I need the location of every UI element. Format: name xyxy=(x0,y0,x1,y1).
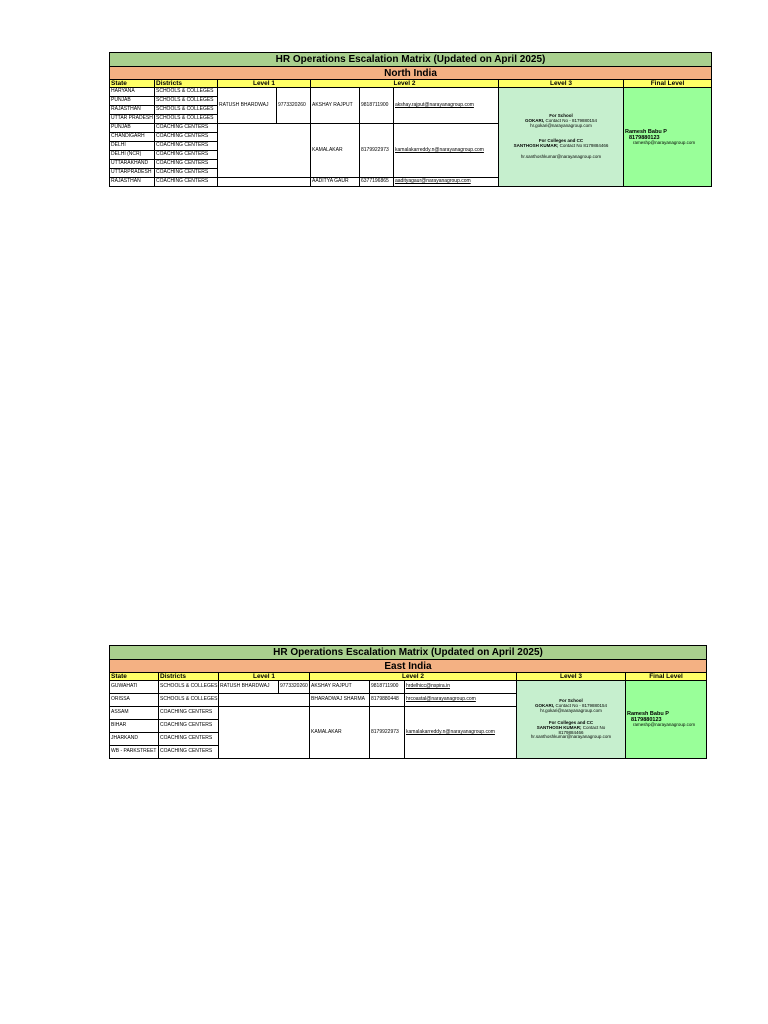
level3-contacts xyxy=(517,681,626,759)
level2-email-link[interactable]: akshay.rajput@narayanagroup.com xyxy=(394,88,499,124)
header-final-level: Final Level xyxy=(626,673,707,681)
state-cell: UTTAR PRADESH xyxy=(110,115,155,124)
table-title: HR Operations Escalation Matrix (Updated on April 2025) xyxy=(110,53,712,67)
level3-college-contact: Contact No xyxy=(582,724,606,730)
level3-school-email[interactable]: hr.gokari@narayanagroup.com xyxy=(530,123,592,129)
level3-college-label: For Colleges and CC xyxy=(548,719,594,725)
region-title: North India xyxy=(110,67,712,80)
state-cell: ORISSA xyxy=(110,694,159,707)
state-cell: ASSAM xyxy=(110,707,159,720)
level3-school-contact: Contact No - 8179880154 xyxy=(555,702,608,708)
table-title: HR Operations Escalation Matrix (Updated on April 2025) xyxy=(110,646,707,660)
header-level-2: Level 2 xyxy=(310,673,517,681)
level2-name: AKSHAY RAJPUT xyxy=(310,681,370,694)
level3-contacts xyxy=(499,88,624,187)
header-level-3: Level 3 xyxy=(517,673,626,681)
header-level-1: Level 1 xyxy=(218,80,311,88)
state-cell: CHANDIGARH xyxy=(110,133,155,142)
state-cell: BIHAR xyxy=(110,720,159,733)
district-cell: COACHING CENTERS xyxy=(155,169,218,178)
level2-name: KAMALAKAR xyxy=(310,707,370,759)
level2-name: AKSHAY RAJPUT xyxy=(311,88,360,124)
level2-phone: 9818711900 xyxy=(370,681,405,694)
level1-empty-cell xyxy=(218,124,311,178)
level2-email-link[interactable]: kamalakarreddy.n@narayanagroup.com xyxy=(405,707,517,759)
level3-school-label: For School xyxy=(559,697,583,703)
state-cell: WB - PARKSTREET xyxy=(110,746,159,759)
east-escalation-table xyxy=(109,645,707,759)
final-name: Ramesh Babu P xyxy=(625,128,667,135)
district-cell: COACHING CENTERS xyxy=(155,142,218,151)
level3-college-label: For Colleges and CC xyxy=(538,138,584,144)
state-cell: JHARKAND xyxy=(110,733,159,746)
level3-college-phone: 8179884466 xyxy=(558,729,584,735)
district-cell: COACHING CENTERS xyxy=(155,151,218,160)
district-cell: SCHOOLS & COLLEGES xyxy=(155,88,218,97)
header-level-3: Level 3 xyxy=(499,80,624,88)
level1-phone: 9773320260 xyxy=(279,681,310,694)
district-cell: SCHOOLS & COLLEGES xyxy=(155,115,218,124)
district-cell: COACHING CENTERS xyxy=(159,707,219,720)
level3-college-name: SANTHOSH KUMAR; xyxy=(513,143,559,149)
level1-empty-cell xyxy=(218,178,311,187)
level3-school-label: For School xyxy=(549,113,573,119)
level2-name: BHARADWAJ SHARMA xyxy=(310,694,370,707)
level2-email-link[interactable]: hrdelhicc@nspira.in xyxy=(405,681,517,694)
level2-phone: 6377196865 xyxy=(360,178,394,187)
level1-empty-cell xyxy=(219,694,310,707)
header-final-level: Final Level xyxy=(624,80,712,88)
state-cell: PUNJAB xyxy=(110,97,155,106)
final-phone: 8179880123 xyxy=(629,134,660,141)
north-escalation-table xyxy=(109,52,712,187)
state-cell: DELHI xyxy=(110,142,155,151)
district-cell: COACHING CENTERS xyxy=(159,720,219,733)
level3-college-email[interactable]: hr.santhoshkumar@narayanagroup.com xyxy=(520,154,602,160)
district-cell: SCHOOLS & COLLEGES xyxy=(159,681,219,694)
level3-school-email[interactable]: hr.gokari@narayanagroup.com xyxy=(540,707,602,713)
level2-phone: 8179880448 xyxy=(370,694,405,707)
level3-college-email[interactable]: hr.santhoshkumar@narayanagroup.com xyxy=(530,734,612,740)
district-cell: SCHOOLS & COLLEGES xyxy=(155,106,218,115)
level2-email-link[interactable]: aadityagaur@narayanagroup.com xyxy=(394,178,499,187)
state-cell: HARYANA xyxy=(110,88,155,97)
final-phone: 8179880123 xyxy=(631,717,662,724)
level2-email-link[interactable]: hrcoastal@narayanagroup.com xyxy=(405,694,517,707)
level2-name: AADITYA GAUR xyxy=(311,178,360,187)
level2-phone: 9818711900 xyxy=(360,88,394,124)
level3-school-name: GOKARI, xyxy=(524,118,545,124)
level3-college-contact: Contact No 8179884466 xyxy=(559,143,609,149)
header-state: State xyxy=(110,673,159,681)
level1-name: RATUSH BHARDWAJ xyxy=(218,88,277,124)
header-state: State xyxy=(110,80,155,88)
final-level-contact xyxy=(624,88,712,187)
state-cell: RAJASTHAN xyxy=(110,178,155,187)
state-cell: UTTARAKHAND xyxy=(110,160,155,169)
final-email[interactable]: rameshp@narayanagroup.com xyxy=(633,722,696,728)
final-email[interactable]: rameshp@narayanagroup.com xyxy=(633,139,696,145)
level2-name: KAMALAKAR xyxy=(311,124,360,178)
state-cell: GUWAHATI xyxy=(110,681,159,694)
level2-phone: 8179922973 xyxy=(360,124,394,178)
district-cell: COACHING CENTERS xyxy=(159,733,219,746)
level3-college-name: SANTHOSH KUMAR; xyxy=(536,724,582,730)
state-cell: DELHI (NCR) xyxy=(110,151,155,160)
state-cell: PUNJAB xyxy=(110,124,155,133)
header-level-1: Level 1 xyxy=(219,673,310,681)
level1-phone: 9773320260 xyxy=(277,88,311,124)
final-name: Ramesh Babu P xyxy=(627,711,669,718)
header-level-2: Level 2 xyxy=(311,80,499,88)
region-title: East India xyxy=(110,660,707,673)
level3-school-name: GOKARI, xyxy=(534,702,555,708)
level2-phone: 8179922973 xyxy=(370,707,405,759)
final-level-contact xyxy=(626,681,707,759)
district-cell: COACHING CENTERS xyxy=(155,133,218,142)
header-districts: Districts xyxy=(159,673,219,681)
level3-school-contact: Contact No - 8179880154 xyxy=(545,118,598,124)
district-cell: COACHING CENTERS xyxy=(159,746,219,759)
state-cell: RAJASTHAN xyxy=(110,106,155,115)
level1-name: RATUSH BHARDWAJ xyxy=(219,681,279,694)
district-cell: COACHING CENTERS xyxy=(155,124,218,133)
district-cell: SCHOOLS & COLLEGES xyxy=(155,97,218,106)
district-cell: COACHING CENTERS xyxy=(155,178,218,187)
header-districts: Districts xyxy=(155,80,218,88)
state-cell: UTTARPRADESH xyxy=(110,169,155,178)
level1-empty-cell xyxy=(219,707,310,759)
district-cell: SCHOOLS & COLLEGES xyxy=(159,694,219,707)
level2-email-link[interactable]: kamalakarreddy.n@narayanagroup.com xyxy=(394,124,499,178)
district-cell: COACHING CENTERS xyxy=(155,160,218,169)
